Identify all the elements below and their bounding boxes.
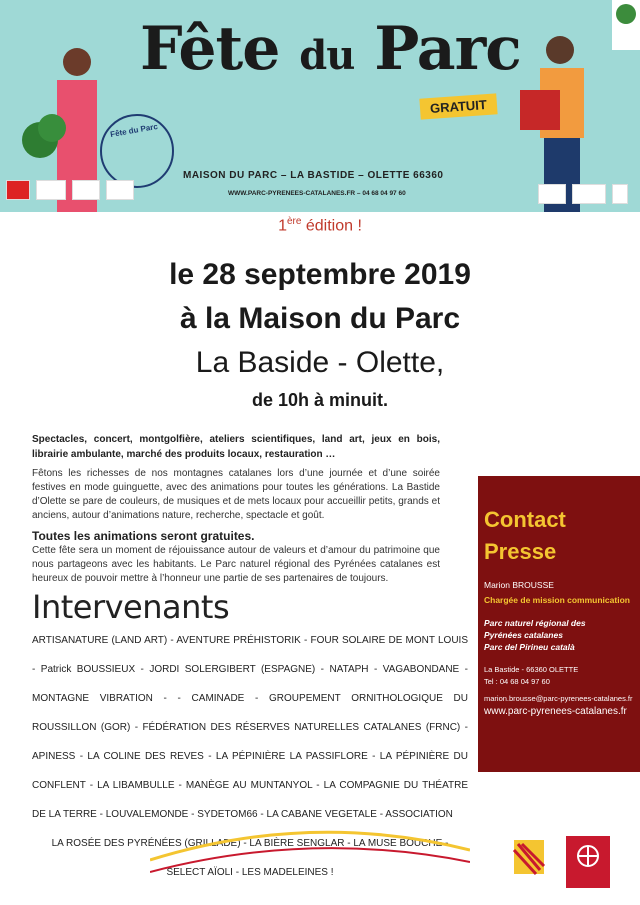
edition-label: 1ère édition ! — [278, 216, 362, 235]
partner-logos-right — [538, 184, 628, 204]
contact-name: Marion BROUSSE — [484, 580, 554, 590]
press-contact-panel — [478, 476, 640, 772]
pyrenees-orientales-logo — [508, 836, 550, 888]
contact-email[interactable]: marion.brousse@parc-pyrenees-catalanes.fr — [484, 694, 633, 703]
partner-logo — [612, 184, 628, 204]
free-badge: GRATUIT — [419, 93, 497, 119]
contact-organisation: Parc naturel régional des Pyrénées catalanes Parc del Pirineu català — [484, 618, 586, 652]
parc-logo — [612, 0, 640, 50]
event-hours: de 10h à minuit. — [251, 390, 389, 410]
event-title: Fête du Parc — [140, 14, 521, 84]
paragraph-2: Cette fête sera un moment de réjouissance autour de valeurs et d’amour du patrimoine que nous partageons avec les habitants. Le Parc naturel régional des Pyrénées catalanes est heureux de pouvoir mettre à l’honneur une partie de ses partenaires de toujours. — [32, 545, 440, 584]
partner-logo — [6, 180, 30, 200]
partner-logo — [36, 180, 66, 200]
event-place: La Baside - Olette, — [195, 346, 445, 379]
partner-logo — [72, 180, 100, 200]
decorative-curve — [150, 820, 470, 890]
event-banner — [0, 0, 640, 212]
free-heading: Toutes les animations seront gratuites. — [32, 529, 255, 543]
contact-address: La Bastide - 66360 OLETTE Tel : 04 68 04 97 60 — [484, 665, 579, 686]
event-location: MAISON DU PARC – LA BASTIDE – OLETTE 66360 — [183, 170, 444, 181]
contact-title: Contact Presse — [484, 507, 566, 564]
event-stamp: Fête du Parc — [100, 114, 174, 188]
intervenants-title: Intervenants — [32, 588, 230, 626]
event-date: le 28 septembre 2019 — [169, 258, 471, 291]
partner-logo — [572, 184, 606, 204]
occitanie-logo — [566, 836, 610, 888]
partner-logo — [538, 184, 566, 204]
partner-logos-left — [6, 180, 134, 200]
contact-website[interactable]: www.parc-pyrenees-catalanes.fr — [484, 706, 627, 717]
paragraph-1: Fêtons les richesses de nos montagnes catalanes lors d’une journée et d’une soirée festives en mode guinguette, avec des animations pour toutes les générations. La Bastide d’Olette se pare de couleurs, de musiques et de mets locaux pour accueillir petits, grands et anciens, autour d’animations nature, recherche, spectacle et goût. — [32, 468, 440, 521]
intervenants-list: ARTISANATURE (LAND ART) - AVENTURE PRÉHISTORIK - FOUR SOLAIRE DE MONT LOUIS - Patrick BOUSSIEUX - JORDI SOLERGIBERT (ESPAGNE) - NATAPH - VAGABONDANE - MONTAGNE VIBRATION - - CAMINADE - GROUPEMENT ORNITHOLOGIQUE DU ROUSSILLON (GOR) - FÉDÉRATION DES RÉSERVES NATURELLES CATALANES (FRNC) - APINESS - LA COLINE DES REVES - LA PÉPINIÈRE LA PASSIFLORE - LA PÉPINIÈRE DU CONFLENT - LA LIBAMBULLE - MANÈGE AU MUNTANYOL - LA COMPAGNIE DU THÉATRE DE LA TERRE - LOUVALEMONDE - SYDETOM66 - LA CABANE VEGETALE - ASSOCIATION LA ROSÉE DES PYRÉNÉES (GRILLADE) - LA BIÈRE SENGLAR - LA MUSE BOUCHE - SELECT AÏOLI - LES MADELEINES ! — [32, 635, 468, 878]
event-contact-line: WWW.PARC-PYRENEES-CATALANES.FR – 04 68 04 97 60 — [228, 190, 406, 197]
partner-logo — [106, 180, 134, 200]
contact-role: Chargée de mission communication — [484, 595, 630, 605]
intro-text: Spectacles, concert, montgolfière, ateliers scientifiques, land art, jeux en bois, librairie ambulante, marché des produits locaux, restauration … — [32, 434, 440, 460]
event-venue: à la Maison du Parc — [179, 302, 461, 335]
